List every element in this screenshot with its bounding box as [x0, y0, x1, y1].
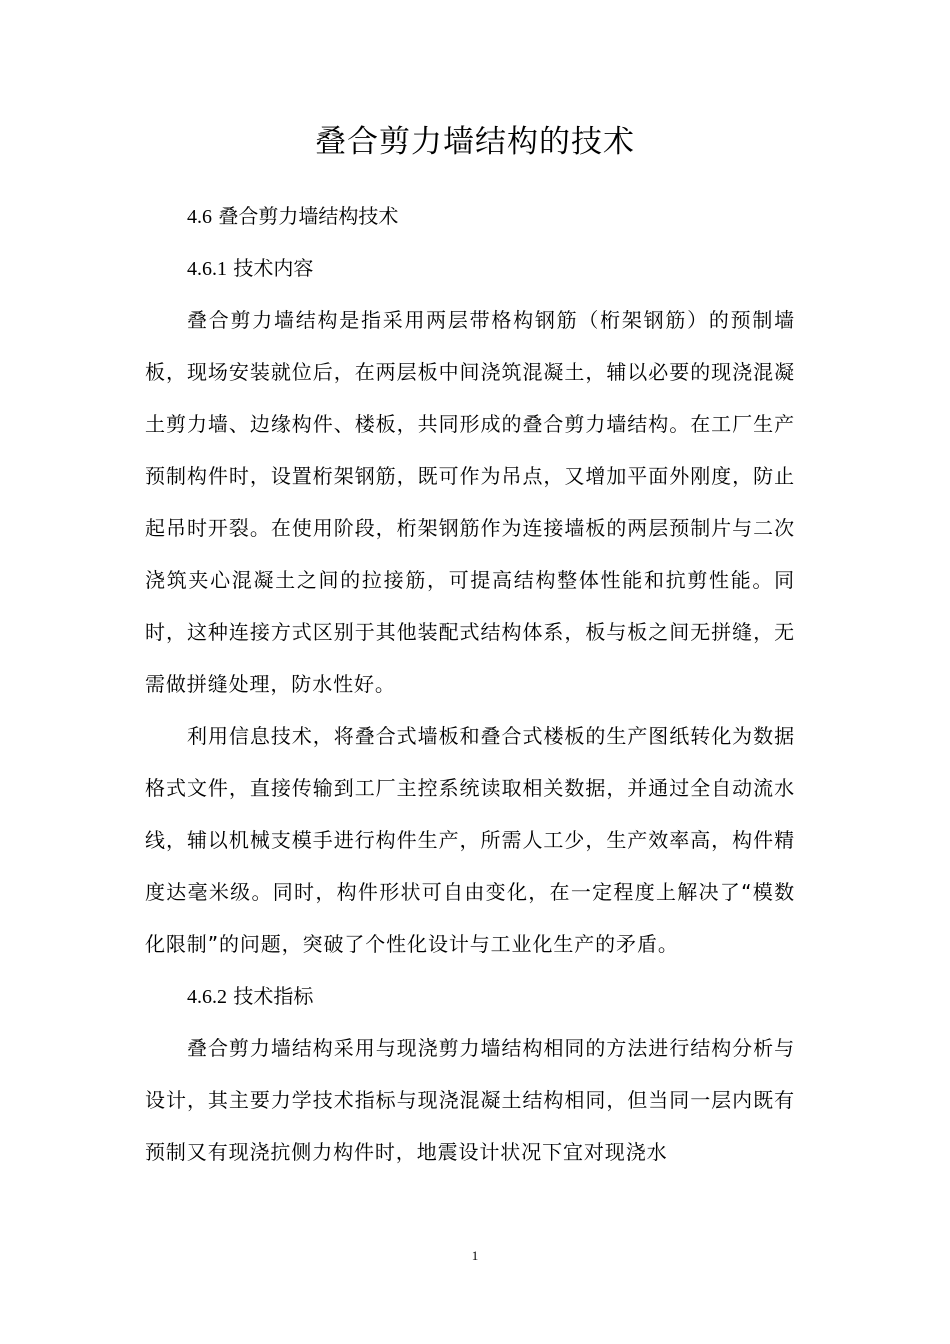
paragraph-technical-indicators: 叠合剪力墙结构采用与现浇剪力墙结构相同的方法进行结构分析与设计，其主要力学技术指标与现浇混凝土结构相同，但当同一层内既有预制又有现浇抗侧力构件时，地震设计状况下宜对现浇水	[145, 1036, 795, 1164]
section-heading-4-6-2	[145, 970, 795, 1022]
section-title: 技术内容	[227, 256, 314, 280]
section-number: 4.6.2	[187, 986, 227, 1008]
paragraph-technical-content-1: 叠合剪力墙结构是指采用两层带格构钢筋（桁架钢筋）的预制墙板，现场安装就位后，在两层板中间浇筑混凝土，辅以必要的现浇混凝土剪力墙、边缘构件、楼板，共同形成的叠合剪力墙结构。在工厂生产预制构件时，设置桁架钢筋，既可作为吊点，又增加平面外刚度，防止起吊时开裂。在使用阶段，桁架钢筋作为连接墙板的两层预制片与二次浇筑夹心混凝土之间的拉接筋，可提高结构整体性能和抗剪性能。同时，这种连接方式区别于其他装配式结构体系，板与板之间无拼缝，无需做拼缝处理，防水性好。	[145, 308, 795, 696]
page-number: 1	[471, 1248, 479, 1263]
section-heading-4-6	[145, 190, 795, 242]
document-title: 叠合剪力墙结构的技术	[315, 124, 635, 160]
section-title: 技术指标	[227, 984, 314, 1008]
paragraph-technical-content-2: 利用信息技术，将叠合式墙板和叠合式楼板的生产图纸转化为数据格式文件，直接传输到工厂主控系统读取相关数据，并通过全自动流水线，辅以机械支模手进行构件生产，所需人工少，生产效率高，构件精度达毫米级。同时，构件形状可自由变化，在一定程度上解决了“模数化限制”的问题，突破了个性化设计与工业化生产的矛盾。	[145, 724, 795, 956]
section-number: 4.6	[187, 206, 212, 228]
section-title: 叠合剪力墙结构技术	[212, 204, 399, 228]
section-heading-4-6-1	[145, 242, 795, 294]
section-number: 4.6.1	[187, 258, 227, 280]
document-body	[145, 190, 795, 1178]
